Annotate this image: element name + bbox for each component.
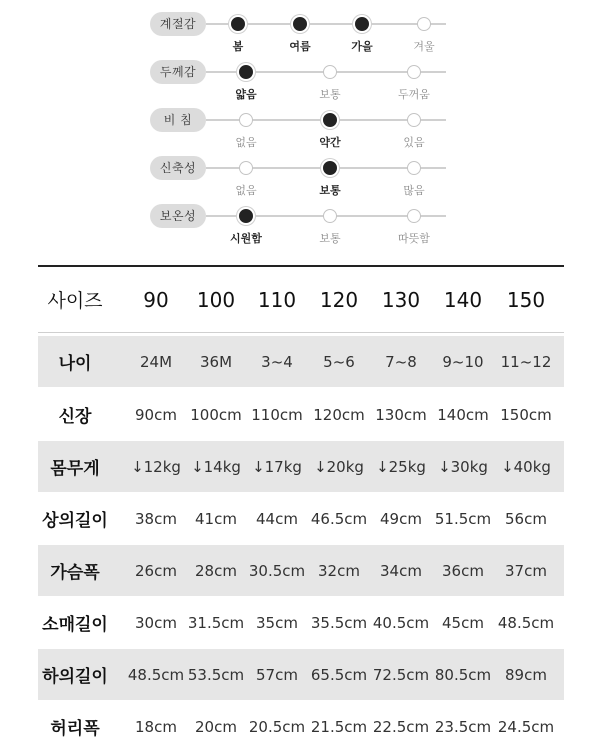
- table-cell: 53.5cm: [187, 665, 245, 684]
- scale-option-label: 여름: [289, 40, 311, 53]
- table-cell: 40.5cm: [372, 613, 430, 632]
- size-column-header: 120: [319, 287, 359, 312]
- table-row: [38, 649, 564, 700]
- table-cell: 23.5cm: [434, 717, 492, 736]
- table-cell: 9~10: [442, 352, 484, 371]
- table-header-row: [38, 267, 564, 333]
- table-cell: 31.5cm: [187, 613, 245, 632]
- table-cell: 56cm: [505, 509, 547, 528]
- table-cell: 51.5cm: [434, 509, 492, 528]
- scale-option-label: 약간: [319, 136, 341, 149]
- table-cell: 24.5cm: [497, 717, 555, 736]
- property-name: 두께감: [150, 60, 206, 84]
- size-column-header: 90: [143, 287, 169, 312]
- table-row: [38, 336, 564, 387]
- scale-option-label: 얇음: [235, 88, 257, 101]
- table-cell: 49cm: [380, 509, 422, 528]
- table-row: [38, 701, 564, 750]
- table-cell: 26cm: [135, 561, 177, 580]
- table-cell: 34cm: [380, 561, 422, 580]
- scale-option-label: 있음: [403, 136, 425, 149]
- table-cell: 32cm: [318, 561, 360, 580]
- table-cell: 38cm: [135, 509, 177, 528]
- scale-dot-selected: [355, 17, 369, 31]
- table-cell: 24M: [139, 352, 173, 371]
- table-cell: ↓14kg: [191, 457, 241, 476]
- table-row: [38, 493, 564, 544]
- scale-dot-selected: [239, 209, 253, 223]
- row-label: 나이: [58, 354, 92, 374]
- row-label: 하의길이: [42, 667, 108, 687]
- table-cell: 89cm: [505, 665, 547, 684]
- table-cell: 35cm: [256, 613, 298, 632]
- row-label: 소매길이: [42, 615, 108, 635]
- table-cell: 90cm: [135, 405, 177, 424]
- table-cell: 57cm: [256, 665, 298, 684]
- scale-option-label: 없음: [235, 136, 257, 149]
- table-cell: 3~4: [261, 352, 293, 371]
- scale-option-label: 많음: [403, 184, 425, 197]
- table-cell: 35.5cm: [310, 613, 368, 632]
- header-label: 사이즈: [47, 290, 103, 312]
- scale-option-label: 따뜻함: [398, 232, 430, 245]
- table-cell: 48.5cm: [497, 613, 555, 632]
- table-cell: 20.5cm: [248, 717, 306, 736]
- scale-dot: [323, 209, 337, 223]
- table-cell: ↓20kg: [314, 457, 364, 476]
- row-label: 몸무게: [50, 459, 100, 479]
- scale-dot: [417, 17, 431, 31]
- scale-dot: [407, 113, 421, 127]
- table-cell: 100cm: [190, 405, 242, 424]
- table-cell: 41cm: [195, 509, 237, 528]
- table-cell: 30cm: [135, 613, 177, 632]
- scale-dot: [407, 65, 421, 79]
- table-row: [38, 441, 564, 492]
- table-cell: 110cm: [251, 405, 303, 424]
- property-row: [0, 154, 600, 200]
- size-column-header: 110: [257, 287, 297, 312]
- size-column-header: 140: [443, 287, 483, 312]
- scale-dot: [239, 161, 253, 175]
- table-cell: ↓12kg: [131, 457, 181, 476]
- property-name: 보온성: [150, 204, 206, 228]
- table-cell: 22.5cm: [372, 717, 430, 736]
- table-cell: ↓30kg: [438, 457, 488, 476]
- table-cell: 28cm: [195, 561, 237, 580]
- table-cell: 150cm: [500, 405, 552, 424]
- table-cell: 11~12: [500, 352, 552, 371]
- row-label: 허리폭: [50, 719, 100, 739]
- table-cell: 7~8: [385, 352, 417, 371]
- table-cell: 45cm: [442, 613, 484, 632]
- scale-dot-selected: [323, 161, 337, 175]
- property-row: [0, 106, 600, 152]
- table-cell: 20cm: [195, 717, 237, 736]
- property-name: 신축성: [150, 156, 206, 180]
- scale-option-label: 두꺼움: [398, 88, 430, 101]
- table-cell: ↓40kg: [501, 457, 551, 476]
- scale-option-label: 봄: [232, 40, 244, 53]
- property-row: [0, 202, 600, 248]
- table-cell: 37cm: [505, 561, 547, 580]
- scale-option-label: 시원함: [230, 232, 262, 245]
- table-cell: 48.5cm: [127, 665, 185, 684]
- table-cell: 72.5cm: [372, 665, 430, 684]
- table-cell: 46.5cm: [310, 509, 368, 528]
- table-cell: 80.5cm: [434, 665, 492, 684]
- scale-option-label: 가을: [351, 40, 373, 53]
- table-cell: 44cm: [256, 509, 298, 528]
- scale-dot-selected: [323, 113, 337, 127]
- scale-dot: [323, 65, 337, 79]
- scale-option-label: 겨울: [413, 40, 435, 53]
- row-label: 가슴폭: [50, 563, 100, 583]
- property-row: [0, 10, 600, 56]
- row-label: 신장: [58, 407, 92, 427]
- size-column-header: 130: [381, 287, 421, 312]
- table-cell: 140cm: [437, 405, 489, 424]
- table-cell: 36M: [199, 352, 233, 371]
- table-cell: 5~6: [323, 352, 355, 371]
- scale-option-label: 보통: [319, 88, 341, 101]
- scale-dot: [239, 113, 253, 127]
- scale-option-label: 보통: [319, 232, 341, 245]
- size-column-header: 100: [196, 287, 236, 312]
- table-cell: 18cm: [135, 717, 177, 736]
- table-cell: 21.5cm: [310, 717, 368, 736]
- property-name: 비 침: [150, 108, 206, 132]
- scale-dot-selected: [239, 65, 253, 79]
- table-cell: 130cm: [375, 405, 427, 424]
- property-name: 계절감: [150, 12, 206, 36]
- table-row: [38, 597, 564, 648]
- table-cell: ↓25kg: [376, 457, 426, 476]
- size-column-header: 150: [506, 287, 546, 312]
- scale-dot: [407, 209, 421, 223]
- scale-option-label: 없음: [235, 184, 257, 197]
- scale-dot-selected: [231, 17, 245, 31]
- table-cell: ↓17kg: [252, 457, 302, 476]
- table-cell: 65.5cm: [310, 665, 368, 684]
- scale-dot: [407, 161, 421, 175]
- table-cell: 30.5cm: [248, 561, 306, 580]
- table-cell: 36cm: [442, 561, 484, 580]
- table-row: [38, 389, 564, 440]
- property-row: [0, 58, 600, 104]
- table-cell: 120cm: [313, 405, 365, 424]
- row-label: 상의길이: [42, 511, 108, 531]
- scale-dot-selected: [293, 17, 307, 31]
- table-row: [38, 545, 564, 596]
- scale-option-label: 보통: [319, 184, 341, 197]
